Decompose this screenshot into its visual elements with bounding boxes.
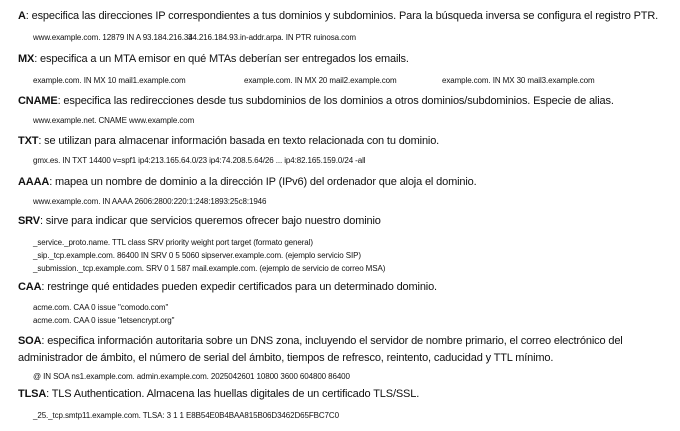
record-caa-heading (18, 279, 437, 296)
example-line: 34.216.184.93.in-addr.arpa. IN PTR ruinosa.com (188, 33, 356, 42)
example-line: _submission._tcp.example.com. SRV 0 1 587 mail.example.com. (ejemplo de servicio de correo MSA) (33, 264, 386, 273)
record-txt-heading (18, 133, 439, 150)
example-line: example.com. IN MX 20 mail2.example.com (244, 76, 397, 85)
record-type: CAA (18, 281, 42, 293)
record-type: TXT (18, 135, 39, 147)
example-line: acme.com. CAA 0 issue "letsencrypt.org" (33, 316, 175, 325)
record-type: TLSA (18, 388, 47, 400)
record-tlsa-heading (18, 386, 419, 403)
record-type: AAAA (18, 176, 50, 188)
example-line: _sip._tcp.example.com. 86400 IN SRV 0 5 5060 sipserver.example.com. (ejemplo servicio SIP) (33, 251, 361, 260)
record-description: : sirve para indicar que servicios queremos ofrecer bajo nuestro dominio (39, 215, 381, 227)
example-line: example.com. IN MX 10 mail1.example.com (33, 76, 186, 85)
example-line: @ IN SOA ns1.example.com. admin.example.com. 2025042601 10800 3600 604800 86400 (33, 372, 350, 381)
example-line: www.example.com. IN AAAA 2606:2800:220:1:248:1893:25c8:1946 (33, 197, 267, 206)
record-type: MX (18, 53, 35, 65)
record-description: : especifica las redirecciones desde tus subdominios de los dominios a otros dominios/subdominios. Especie de alias. (57, 95, 614, 107)
example-line: gmx.es. IN TXT 14400 v=spf1 ip4:213.165.64.0/23 ip4:74.208.5.64/26 ... ip4:82.165.159.0/24 -all (33, 156, 366, 165)
record-soa-heading (18, 333, 668, 367)
record-srv-heading (18, 213, 381, 230)
example-line: www.example.com. 12879 IN A 93.184.216.34 (33, 33, 193, 42)
record-description: : restringe qué entidades pueden expedir certificados para un determinado dominio. (41, 281, 437, 293)
record-description: : especifica información autoritaria sobre un DNS zona, incluyendo el servidor de nombre primario, el correo electrónico del administrador de ámbito, el número de serial del ámbito, tiempos de refresco, reintento, caducidad y TTL mínimo. (18, 335, 623, 364)
record-aaaa-heading (18, 174, 477, 191)
record-description: : especifica las direcciones IP correspondientes a tus dominios y subdominios. Para la búsqueda inversa se configura el registro PTR. (25, 10, 659, 22)
record-type: SOA (18, 335, 42, 347)
record-description: : TLS Authentication. Almacena las huellas digitales de un certificado TLS/SSL. (46, 388, 420, 400)
record-description: : se utilizan para almacenar información basada en texto relacionada con tu dominio. (38, 135, 440, 147)
record-description: : especifica a un MTA emisor en qué MTAs deberían ser entregados los emails. (34, 53, 409, 65)
record-cname-heading (18, 93, 614, 110)
example-line: acme.com. CAA 0 issue "comodo.com" (33, 303, 169, 312)
record-type: SRV (18, 215, 40, 227)
record-a-heading (18, 8, 658, 25)
record-mx-heading (18, 51, 409, 68)
record-type: A (18, 10, 26, 22)
example-line: _25._tcp.smtp11.example.com. TLSA: 3 1 1 E8B54E0B4BAA815B06D3462D65FBC7C0 (33, 411, 339, 420)
record-description: : mapea un nombre de dominio a la dirección IP (IPv6) del ordenador que aloja el dominio. (49, 176, 477, 188)
example-line: _service._proto.name. TTL class SRV priority weight port target (formato general) (33, 238, 313, 247)
example-line: example.com. IN MX 30 mail3.example.com (442, 76, 595, 85)
record-type: CNAME (18, 95, 58, 107)
example-line: www.example.net. CNAME www.example.com (33, 116, 195, 125)
